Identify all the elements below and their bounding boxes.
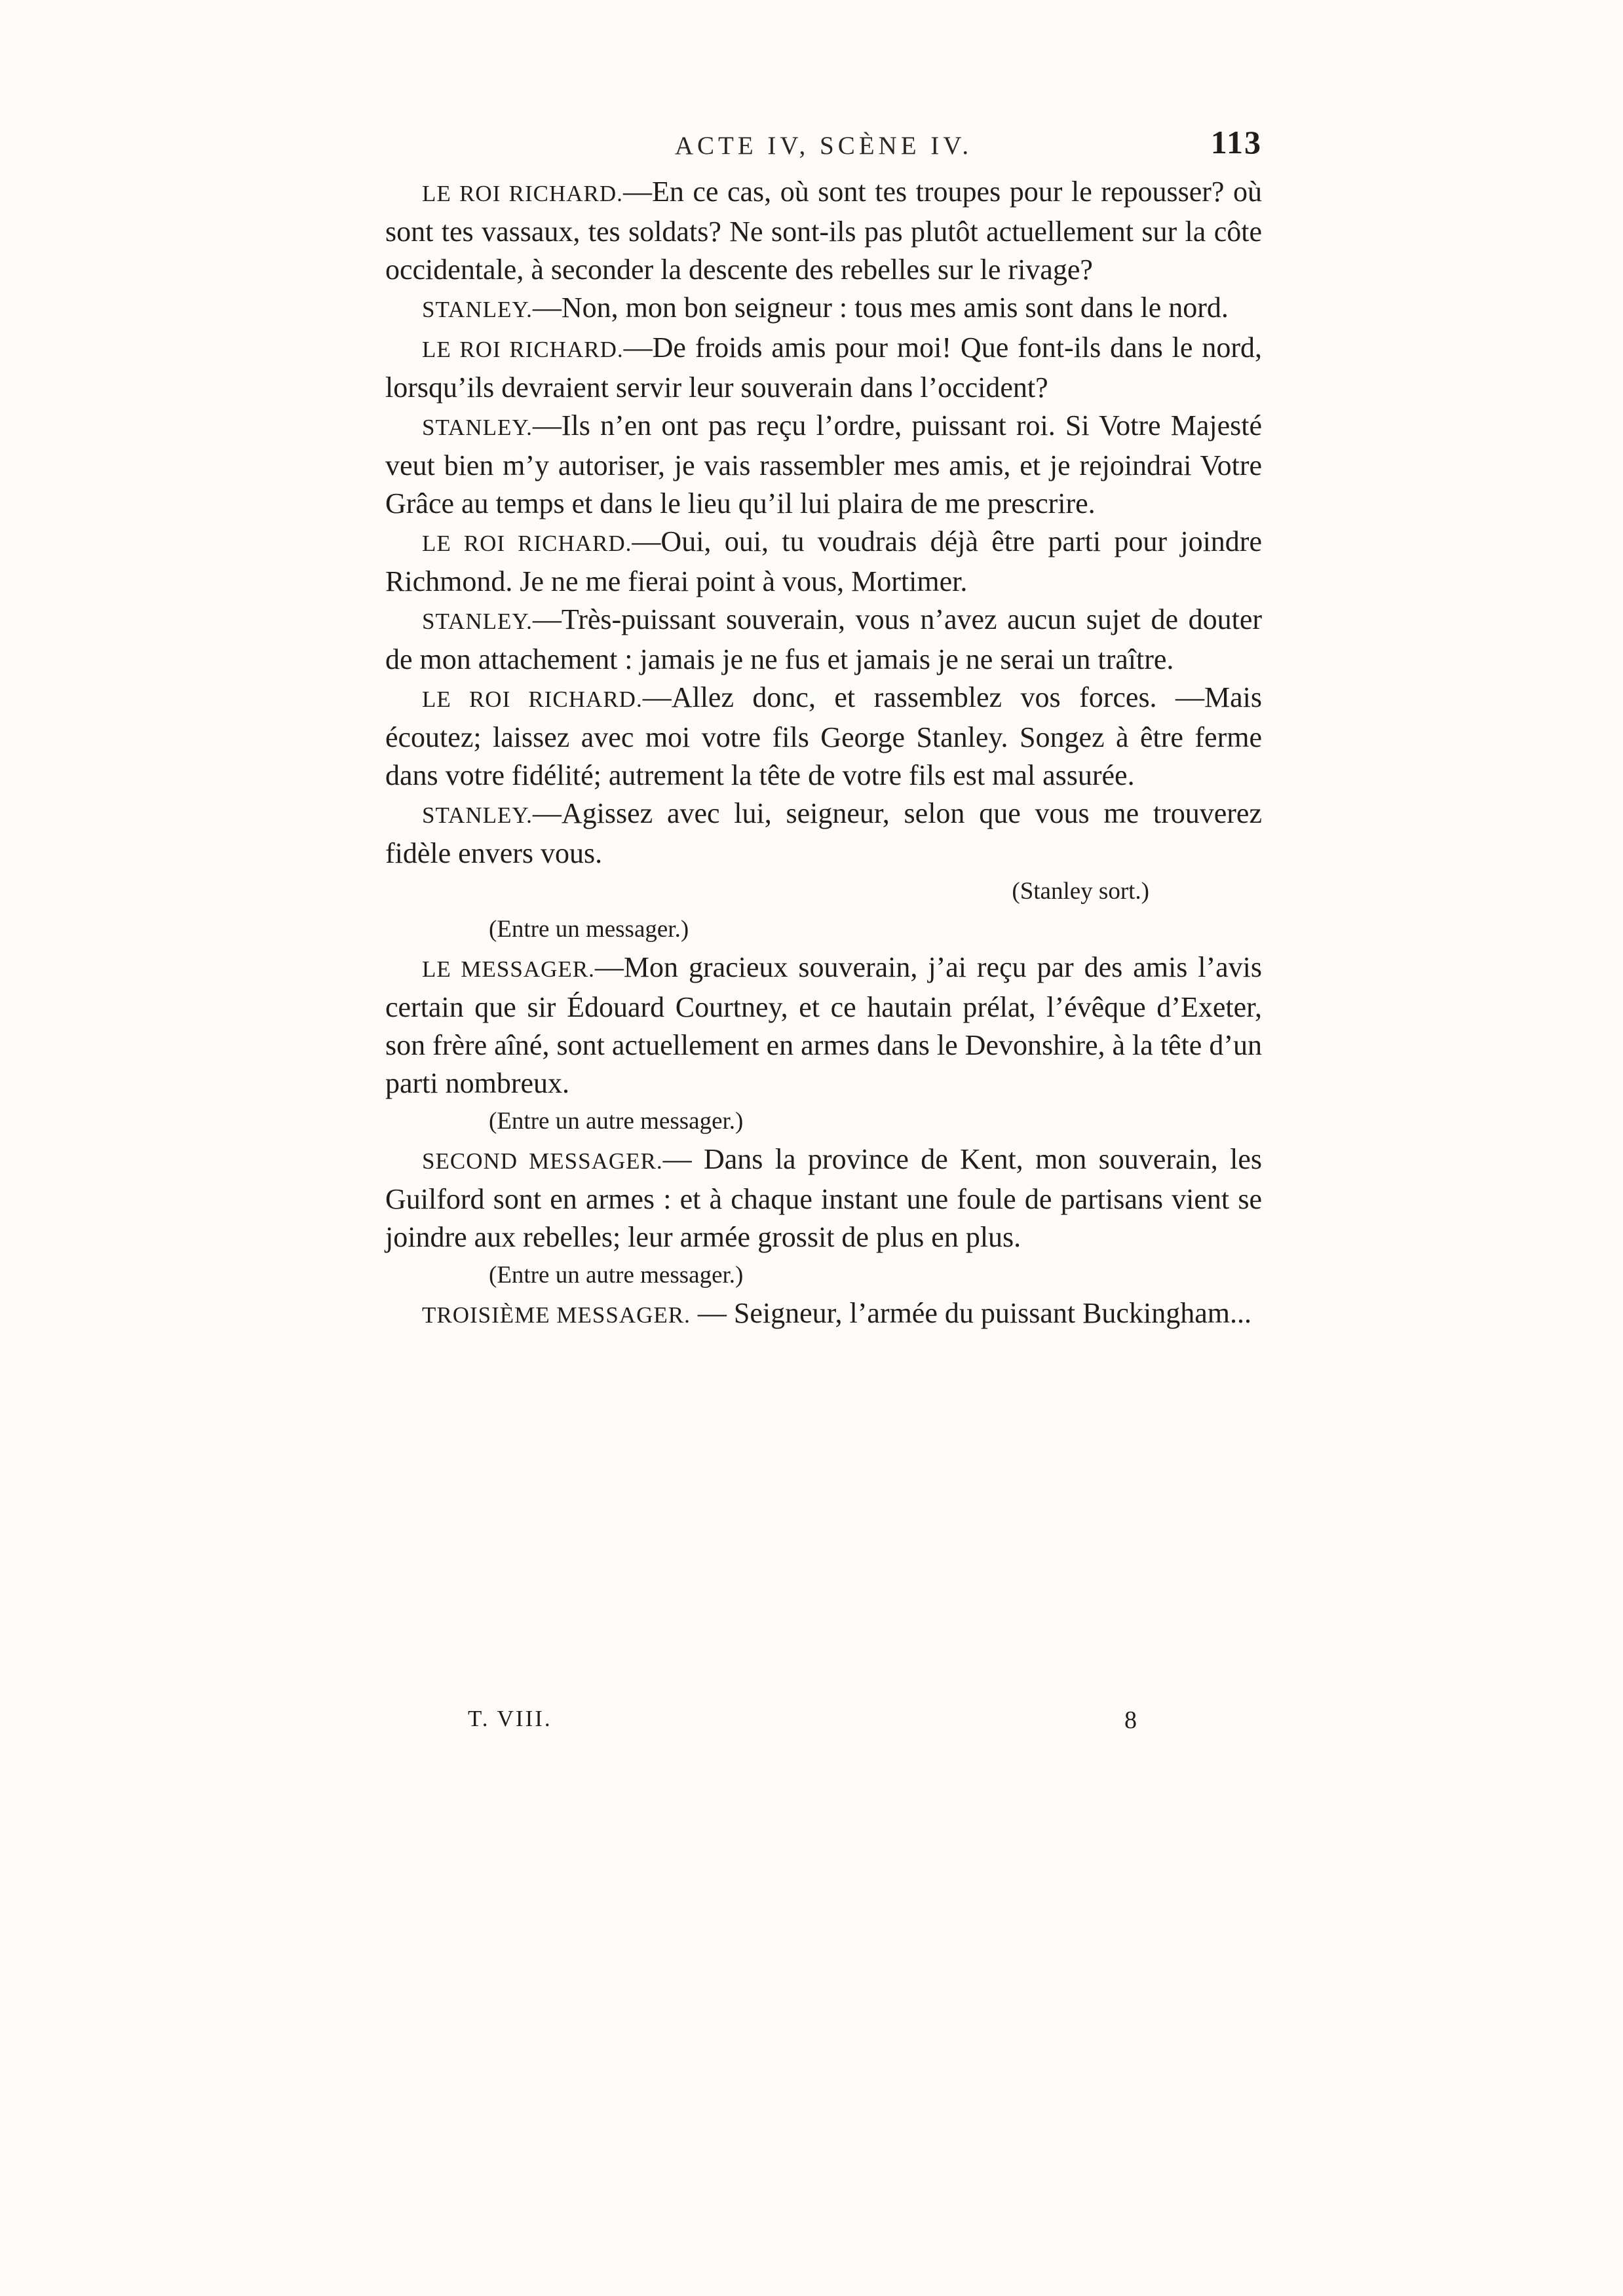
dialogue-paragraph bbox=[385, 1140, 1262, 1256]
speaker-name: STANLEY. bbox=[422, 415, 533, 440]
dialogue-paragraph bbox=[385, 289, 1262, 329]
dialogue-paragraph bbox=[385, 795, 1262, 873]
dialogue-paragraph bbox=[385, 407, 1262, 523]
speech-text: —De froids amis pour moi! Que font-ils dans le nord, lorsqu’ils devraient servir leur souverain dans l’occident? bbox=[385, 331, 1262, 404]
dialogue-paragraph bbox=[385, 173, 1262, 289]
stage-direction: (Entre un autre messager.) bbox=[489, 1108, 744, 1135]
speech-text: —Agissez avec lui, seigneur, selon que vous me trouverez fidèle envers vous. bbox=[385, 797, 1262, 869]
speaker-name: STANLEY. bbox=[422, 802, 533, 828]
speech-text: —Oui, oui, tu voudrais déjà être parti pour joindre Richmond. Je ne me fierai point à vous, Mortimer. bbox=[385, 525, 1262, 597]
signature-mark: 8 bbox=[1124, 1706, 1137, 1734]
dialogue-paragraph bbox=[385, 601, 1262, 679]
speaker-name: STANLEY. bbox=[422, 297, 533, 322]
page-number: 113 bbox=[1210, 124, 1262, 160]
speech-text: —Allez donc, et rassemblez vos forces. —Mais écoutez; laissez avec moi votre fils George Stanley. Songez à être ferme dans votre fidélité; autrement la tête de votre fils est mal assurée. bbox=[385, 681, 1263, 791]
speech-text: —Ils n’en ont pas reçu l’ordre, puissant roi. Si Votre Majesté veut bien m’y autoriser, je vais rassembler mes amis, et je rejoindrai Votre Grâce au temps et dans le lieu qu’il lui plaira de me prescrire. bbox=[385, 409, 1262, 519]
stage-direction: (Entre un autre messager.) bbox=[489, 1262, 744, 1289]
dialogue-paragraph bbox=[385, 329, 1262, 407]
speaker-name: LE ROI RICHARD. bbox=[422, 181, 623, 206]
speaker-name: LE ROI RICHARD. bbox=[422, 531, 632, 556]
dialogue-paragraph bbox=[385, 949, 1262, 1102]
page-heading: ACTE IV, SCÈNE IV. bbox=[674, 132, 973, 160]
speech-text: —Non, mon bon seigneur : tous mes amis sont dans le nord. bbox=[532, 292, 1229, 324]
speaker-name: STANLEY. bbox=[422, 609, 533, 634]
stage-direction: (Stanley sort.) bbox=[1012, 878, 1149, 905]
speech-text: —Mon gracieux souverain, j’ai reçu par des amis l’avis certain que sir Édouard Courtney, et ce hautain prélat, l’évêque d’Exeter, son frère aîné, sont actuellement en armes dans le Devonshire, à la tête d’un parti nombreux. bbox=[385, 951, 1263, 1099]
dialogue-paragraph bbox=[385, 679, 1262, 795]
text-block bbox=[385, 173, 1262, 1334]
speaker-name: TROISIÈME MESSAGER. bbox=[422, 1302, 691, 1328]
volume-mark: T. VIII. bbox=[468, 1706, 552, 1731]
speaker-name: LE ROI RICHARD. bbox=[422, 337, 624, 362]
speech-text: — Seigneur, l’armée du puissant Buckingham... bbox=[690, 1297, 1251, 1329]
speech-text: —En ce cas, où sont tes troupes pour le repousser? où sont tes vassaux, tes soldats? Ne sont-ils pas plutôt actuellement sur la côte occidentale, à seconder la descente des rebelles sur le rivage? bbox=[385, 176, 1262, 286]
speaker-name: LE MESSAGER. bbox=[422, 956, 595, 982]
speech-text: —Très-puissant souverain, vous n’avez aucun sujet de douter de mon attachement : jamais je ne fus et jamais je ne serai un traître. bbox=[385, 603, 1262, 675]
dialogue-paragraph bbox=[385, 523, 1262, 601]
speaker-name: LE ROI RICHARD. bbox=[422, 687, 643, 712]
speech-text: — Dans la province de Kent, mon souverain, les Guilford sont en armes : et à chaque instant une foule de partisans vient se joindre aux rebelles; leur armée grossit de plus en plus. bbox=[385, 1143, 1262, 1253]
speaker-name: SECOND MESSAGER. bbox=[422, 1148, 663, 1174]
dialogue-paragraph bbox=[385, 1294, 1262, 1334]
running-head bbox=[385, 126, 1262, 172]
stage-direction: (Entre un messager.) bbox=[489, 916, 689, 943]
page-footer bbox=[385, 1706, 1262, 1745]
